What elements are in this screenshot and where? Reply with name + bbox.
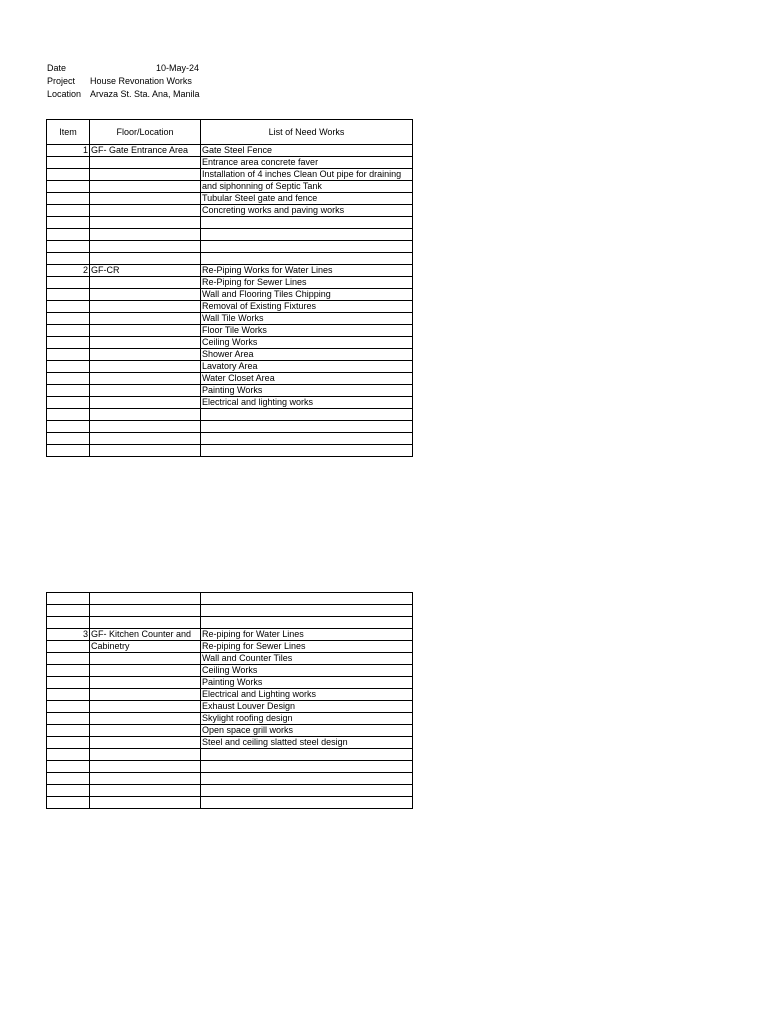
table-row: [47, 217, 413, 229]
table-row: [47, 629, 413, 641]
work-cell: Wall and Flooring Tiles Chipping: [201, 289, 413, 301]
floor-location-cell: [90, 593, 201, 605]
item-cell: [47, 593, 90, 605]
work-cell: Concreting works and paving works: [201, 205, 413, 217]
document-header: [47, 62, 207, 101]
work-cell: [201, 797, 413, 809]
table-body-page-2: [47, 593, 413, 809]
table-row: [47, 205, 413, 217]
floor-location-cell: [90, 337, 201, 349]
floor-location-cell: GF- Kitchen Counter and: [90, 629, 201, 641]
item-cell: [47, 617, 90, 629]
work-cell: [201, 229, 413, 241]
work-cell: [201, 421, 413, 433]
table-row: [47, 797, 413, 809]
item-cell: [47, 385, 90, 397]
item-cell: [47, 277, 90, 289]
item-cell: [47, 773, 90, 785]
floor-location-cell: [90, 605, 201, 617]
table-row: [47, 289, 413, 301]
floor-location-cell: [90, 713, 201, 725]
floor-location-cell: [90, 737, 201, 749]
item-cell: [47, 677, 90, 689]
item-cell: [47, 289, 90, 301]
floor-location-cell: [90, 373, 201, 385]
floor-location-cell: [90, 409, 201, 421]
work-cell: Electrical and Lighting works: [201, 689, 413, 701]
item-cell: [47, 361, 90, 373]
work-cell: [201, 785, 413, 797]
location-value: Arvaza St. Sta. Ana, Manila: [90, 89, 200, 99]
work-cell: Open space grill works: [201, 725, 413, 737]
item-cell: [47, 689, 90, 701]
floor-location-cell: [90, 665, 201, 677]
table-row: [47, 313, 413, 325]
table-row: [47, 385, 413, 397]
work-cell: Ceiling Works: [201, 337, 413, 349]
item-cell: [47, 701, 90, 713]
floor-location-cell: [90, 725, 201, 737]
table-row: [47, 169, 413, 181]
floor-location-cell: [90, 785, 201, 797]
table-row: [47, 229, 413, 241]
location-label: Location: [47, 89, 82, 99]
floor-location-cell: [90, 349, 201, 361]
table-row: [47, 361, 413, 373]
work-cell: Shower Area: [201, 349, 413, 361]
table-header-row: [47, 120, 413, 145]
floor-location-cell: [90, 253, 201, 265]
work-cell: [201, 761, 413, 773]
work-cell: Gate Steel Fence: [201, 145, 413, 157]
item-cell: [47, 665, 90, 677]
project-label: Project: [47, 76, 76, 86]
floor-location-cell: [90, 433, 201, 445]
floor-location-cell: GF- Gate Entrance Area: [90, 145, 201, 157]
item-cell: [47, 653, 90, 665]
item-cell: [47, 797, 90, 809]
works-table-page-2: [46, 592, 413, 809]
work-cell: Electrical and lighting works: [201, 397, 413, 409]
table-row: [47, 253, 413, 265]
item-cell: [47, 229, 90, 241]
work-cell: and siphonning of Septic Tank: [201, 181, 413, 193]
table-row: [47, 181, 413, 193]
floor-location-cell: [90, 761, 201, 773]
works-table-page-1: [46, 119, 413, 457]
work-cell: Re-Piping for Sewer Lines: [201, 277, 413, 289]
floor-location-cell: [90, 217, 201, 229]
work-cell: Entrance area concrete faver: [201, 157, 413, 169]
work-cell: [201, 749, 413, 761]
item-cell: [47, 349, 90, 361]
table-row: [47, 373, 413, 385]
work-cell: Tubular Steel gate and fence: [201, 193, 413, 205]
table-row: [47, 665, 413, 677]
table-row: [47, 265, 413, 277]
work-cell: [201, 617, 413, 629]
item-cell: [47, 301, 90, 313]
table-row: [47, 241, 413, 253]
date-label: Date: [47, 63, 67, 73]
work-cell: [201, 433, 413, 445]
floor-location-cell: [90, 169, 201, 181]
item-cell: [47, 433, 90, 445]
item-cell: [47, 205, 90, 217]
floor-location-cell: [90, 689, 201, 701]
date-row: [47, 62, 207, 75]
table-row: [47, 397, 413, 409]
table-row: [47, 617, 413, 629]
table-row: [47, 593, 413, 605]
floor-location-cell: GF-CR: [90, 265, 201, 277]
table-row: [47, 445, 413, 457]
table-row: [47, 653, 413, 665]
table-row: [47, 689, 413, 701]
item-cell: [47, 217, 90, 229]
item-cell: [47, 605, 90, 617]
item-cell: [47, 397, 90, 409]
item-cell: [47, 325, 90, 337]
item-cell: [47, 445, 90, 457]
location-row: [47, 88, 207, 101]
floor-location-cell: [90, 313, 201, 325]
table-row: [47, 749, 413, 761]
floor-location-cell: [90, 193, 201, 205]
floor-location-cell: Cabinetry: [90, 641, 201, 653]
work-cell: Installation of 4 inches Clean Out pipe for draining: [201, 169, 413, 181]
item-cell: 1: [47, 145, 90, 157]
project-row: [47, 75, 207, 88]
item-cell: [47, 409, 90, 421]
item-cell: [47, 193, 90, 205]
work-cell: Water Closet Area: [201, 373, 413, 385]
item-cell: [47, 749, 90, 761]
table-row: [47, 725, 413, 737]
table-row: [47, 761, 413, 773]
column-header-floor-location: Floor/Location: [90, 120, 201, 145]
table-row: [47, 349, 413, 361]
work-cell: Wall Tile Works: [201, 313, 413, 325]
work-cell: Floor Tile Works: [201, 325, 413, 337]
work-cell: [201, 445, 413, 457]
item-cell: 3: [47, 629, 90, 641]
work-cell: [201, 605, 413, 617]
work-cell: Lavatory Area: [201, 361, 413, 373]
table-row: [47, 713, 413, 725]
work-cell: Re-piping for Water Lines: [201, 629, 413, 641]
item-cell: [47, 253, 90, 265]
table-row: [47, 605, 413, 617]
work-cell: Exhaust Louver Design: [201, 701, 413, 713]
work-cell: [201, 593, 413, 605]
table-row: [47, 773, 413, 785]
floor-location-cell: [90, 445, 201, 457]
item-cell: [47, 737, 90, 749]
work-cell: Ceiling Works: [201, 665, 413, 677]
floor-location-cell: [90, 181, 201, 193]
table-row: [47, 737, 413, 749]
table-row: [47, 641, 413, 653]
table-row: [47, 145, 413, 157]
work-cell: Re-Piping Works for Water Lines: [201, 265, 413, 277]
floor-location-cell: [90, 617, 201, 629]
floor-location-cell: [90, 325, 201, 337]
work-cell: Re-piping for Sewer Lines: [201, 641, 413, 653]
item-cell: [47, 641, 90, 653]
project-value: House Revonation Works: [90, 76, 192, 86]
work-cell: [201, 409, 413, 421]
table-row: [47, 193, 413, 205]
item-cell: [47, 181, 90, 193]
item-cell: [47, 713, 90, 725]
work-cell: [201, 253, 413, 265]
item-cell: [47, 421, 90, 433]
table-row: [47, 433, 413, 445]
floor-location-cell: [90, 361, 201, 373]
work-cell: Painting Works: [201, 385, 413, 397]
item-cell: [47, 169, 90, 181]
floor-location-cell: [90, 385, 201, 397]
work-cell: Wall and Counter Tiles: [201, 653, 413, 665]
item-cell: [47, 337, 90, 349]
item-cell: [47, 373, 90, 385]
table-row: [47, 421, 413, 433]
floor-location-cell: [90, 797, 201, 809]
item-cell: 2: [47, 265, 90, 277]
floor-location-cell: [90, 301, 201, 313]
item-cell: [47, 313, 90, 325]
floor-location-cell: [90, 701, 201, 713]
table-row: [47, 785, 413, 797]
column-header-item: Item: [47, 120, 90, 145]
floor-location-cell: [90, 157, 201, 169]
floor-location-cell: [90, 229, 201, 241]
item-cell: [47, 725, 90, 737]
table-row: [47, 701, 413, 713]
work-cell: [201, 241, 413, 253]
work-cell: Steel and ceiling slatted steel design: [201, 737, 413, 749]
floor-location-cell: [90, 277, 201, 289]
table-row: [47, 277, 413, 289]
column-header-list-of-need-works: List of Need Works: [201, 120, 413, 145]
work-cell: [201, 773, 413, 785]
floor-location-cell: [90, 205, 201, 217]
floor-location-cell: [90, 749, 201, 761]
table-row: [47, 301, 413, 313]
table-row: [47, 337, 413, 349]
table-row: [47, 409, 413, 421]
table-body-page-1: [47, 145, 413, 457]
table-row: [47, 325, 413, 337]
item-cell: [47, 785, 90, 797]
floor-location-cell: [90, 653, 201, 665]
work-cell: [201, 217, 413, 229]
floor-location-cell: [90, 241, 201, 253]
work-cell: Painting Works: [201, 677, 413, 689]
date-value: 10-May-24: [155, 63, 199, 73]
table-row: [47, 157, 413, 169]
floor-location-cell: [90, 421, 201, 433]
floor-location-cell: [90, 289, 201, 301]
table-row: [47, 677, 413, 689]
floor-location-cell: [90, 677, 201, 689]
item-cell: [47, 157, 90, 169]
floor-location-cell: [90, 397, 201, 409]
item-cell: [47, 761, 90, 773]
work-cell: Removal of Existing Fixtures: [201, 301, 413, 313]
item-cell: [47, 241, 90, 253]
work-cell: Skylight roofing design: [201, 713, 413, 725]
floor-location-cell: [90, 773, 201, 785]
